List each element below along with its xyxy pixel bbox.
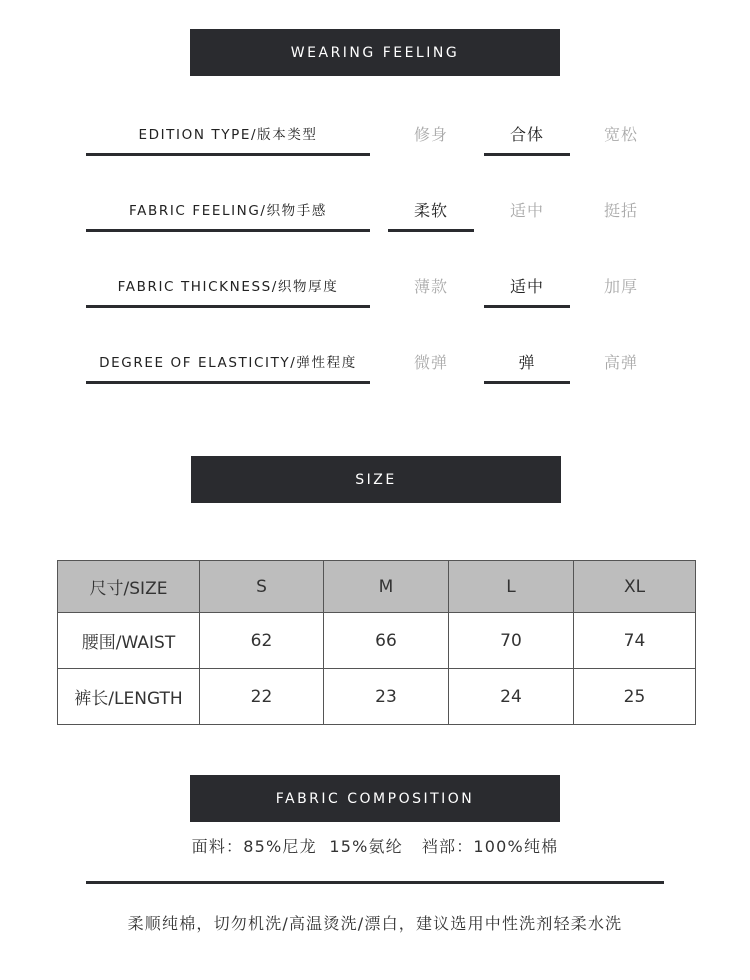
feel-option: 修身: [413, 124, 448, 144]
table-cell: 74: [574, 613, 696, 669]
size-table: [57, 560, 696, 725]
table-row: [58, 613, 696, 669]
table-cell: 70: [449, 613, 574, 669]
size-header-cell: XL: [574, 561, 696, 613]
wearing-feeling-title: WEARING FEELING: [290, 44, 460, 61]
table-cell: 62: [200, 613, 324, 669]
feel-option: 宽松: [603, 124, 638, 144]
size-header-cell: L: [449, 561, 574, 613]
feel-option: 薄款: [413, 276, 448, 296]
feel-option: 加厚: [603, 276, 638, 296]
size-title: SIZE: [355, 471, 397, 488]
size-header-row: [58, 561, 696, 613]
feel-option-selected: 弹: [484, 341, 570, 384]
feel-label: EDITION TYPE/版本类型: [86, 113, 370, 156]
table-cell: 22: [200, 669, 324, 725]
feel-option-selected: 柔软: [388, 189, 474, 232]
table-cell: 66: [324, 613, 449, 669]
divider: [86, 881, 664, 884]
table-cell: 23: [324, 669, 449, 725]
feel-label: FABRIC FEELING/织物手感: [86, 189, 370, 232]
feel-label: FABRIC THICKNESS/织物厚度: [86, 265, 370, 308]
fabric-feeling-row: [0, 189, 750, 239]
elasticity-row: [0, 341, 750, 391]
table-cell: 裤长/LENGTH: [58, 669, 200, 725]
size-header-cell: 尺寸/SIZE: [58, 561, 200, 613]
table-cell: 24: [449, 669, 574, 725]
table-cell: 25: [574, 669, 696, 725]
care-instructions: 柔顺纯棉，切勿机洗/高温烫洗/漂白，建议选用中性洗剂轻柔水洗: [127, 914, 623, 933]
feel-label: DEGREE OF ELASTICITY/弹性程度: [86, 341, 370, 384]
feel-option-selected: 适中: [484, 265, 570, 308]
fabric-composition-title: FABRIC COMPOSITION: [275, 790, 475, 807]
feel-option-selected: 合体: [484, 113, 570, 156]
size-header-cell: S: [200, 561, 324, 613]
edition-type-row: [0, 113, 750, 163]
feel-option: 适中: [509, 200, 544, 220]
fabric-composition-banner: [190, 775, 560, 822]
table-cell: 腰围/WAIST: [58, 613, 200, 669]
size-header-cell: M: [324, 561, 449, 613]
size-banner: [191, 456, 561, 503]
feel-option: 微弹: [413, 352, 448, 372]
wearing-feeling-banner: [190, 29, 560, 76]
feel-option: 挺括: [603, 200, 638, 220]
table-row: [58, 669, 696, 725]
fabric-thickness-row: [0, 265, 750, 315]
composition-text: 面料：85%尼龙 15%氨纶 裆部：100%纯棉: [191, 837, 559, 856]
feel-option: 高弹: [603, 352, 638, 372]
